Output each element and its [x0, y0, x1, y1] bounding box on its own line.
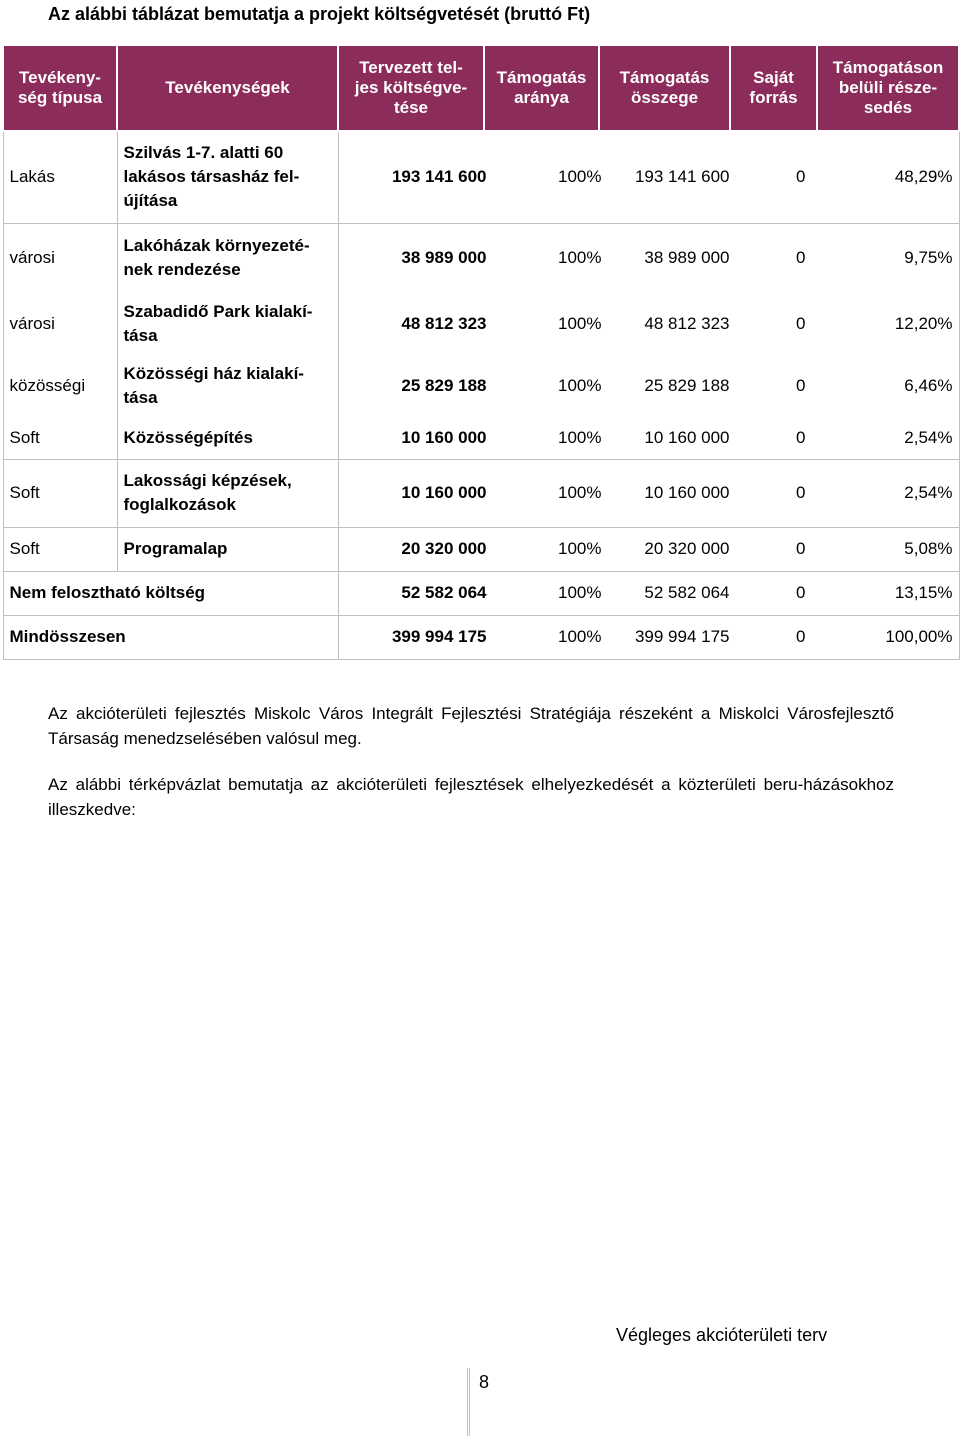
row-planned-total: 399 994 175	[391, 627, 487, 646]
row-own-source: 0	[796, 539, 806, 558]
row-values-cell	[338, 459, 959, 527]
row-type-cell	[3, 527, 117, 571]
row-activity: Lakossági képzések, foglalkozások	[123, 471, 292, 514]
header-support-amount	[599, 45, 730, 131]
row-activity: Szilvás 1-7. alatti 60 lakásos társasház fel-újítása	[123, 143, 300, 211]
header-own-source-text: Saját forrás	[749, 68, 798, 107]
row-activity-cell	[117, 459, 338, 527]
row-activity-cell	[117, 293, 338, 355]
row-label: Mindösszesen	[9, 627, 126, 646]
row-activity-cell	[117, 223, 338, 293]
row-planned-total: 20 320 000	[401, 539, 487, 558]
row-planned-total: 25 829 188	[401, 376, 487, 395]
table-row	[3, 615, 959, 659]
footer-document-title: Végleges akcióterületi terv	[616, 1325, 828, 1345]
row-activity: Közösségépítés	[123, 428, 253, 447]
header-activities-text: Tevékenységek	[165, 78, 290, 97]
row-support-ratio: 100%	[558, 248, 602, 267]
row-values-cell	[338, 417, 959, 459]
row-planned-total: 48 812 323	[401, 314, 487, 333]
row-support-amount: 399 994 175	[634, 627, 730, 646]
row-planned-total: 38 989 000	[401, 248, 487, 267]
row-own-source: 0	[796, 627, 806, 646]
header-share-text: Támogatáson belüli része- sedés	[832, 58, 944, 117]
row-share: 100,00%	[885, 627, 953, 646]
header-activity-type-text: Tevékeny- ség típusa	[17, 68, 103, 107]
row-type: Lakás	[9, 167, 55, 187]
row-activity-cell	[117, 417, 338, 459]
row-activity: Programalap	[123, 539, 228, 558]
row-own-source: 0	[796, 167, 806, 187]
row-type: Soft	[9, 539, 40, 558]
row-planned-total: 52 582 064	[401, 583, 487, 602]
paragraph-implementation: Az akcióterületi fejlesztés Miskolc Város Integrált Fejlesztési Stratégiája részeként a Miskolci Városfejlesztő Társaság menedzselésében valósul meg.	[48, 704, 894, 748]
row-own-source: 0	[796, 376, 806, 395]
row-support-ratio: 100%	[558, 539, 602, 558]
table-row	[3, 417, 959, 459]
row-values-cell	[338, 615, 959, 659]
table-row	[3, 571, 959, 615]
row-values-cell	[338, 527, 959, 571]
row-label: Nem felosztható költség	[9, 583, 206, 602]
row-support-ratio: 100%	[558, 583, 602, 602]
page-number-bar	[467, 1368, 471, 1436]
header-planned-total-text: Tervezett tel- jes költségve- tése	[354, 58, 468, 117]
row-share: 48,29%	[894, 167, 953, 187]
row-type: Soft	[9, 483, 40, 502]
row-support-ratio: 100%	[558, 627, 602, 646]
row-share: 13,15%	[894, 583, 953, 602]
budget-table	[2, 44, 960, 660]
header-support-ratio	[484, 45, 599, 131]
row-values-cell	[338, 131, 959, 223]
row-label-cell	[3, 615, 338, 659]
row-type-cell	[3, 355, 117, 417]
row-activity: Közösségi ház kialakí-tása	[123, 364, 304, 407]
table-row	[3, 223, 959, 293]
row-label-cell	[3, 571, 338, 615]
row-support-amount: 48 812 323	[644, 314, 730, 333]
row-activity-cell	[117, 131, 338, 223]
row-support-amount: 38 989 000	[644, 248, 730, 267]
row-values-cell	[338, 571, 959, 615]
row-activity: Szabadidő Park kialakí-tása	[123, 302, 313, 345]
row-own-source: 0	[796, 314, 806, 333]
header-own-source	[730, 45, 817, 131]
row-type: Soft	[9, 428, 40, 447]
row-type-cell	[3, 223, 117, 293]
row-own-source: 0	[796, 583, 806, 602]
row-values-cell	[338, 293, 959, 355]
page-heading: Az alábbi táblázat bemutatja a projekt költségvetését (bruttó Ft)	[48, 4, 591, 24]
row-share: 5,08%	[904, 539, 953, 558]
row-type: városi	[9, 314, 55, 333]
row-values-cell	[338, 223, 959, 293]
row-support-amount: 20 320 000	[644, 539, 730, 558]
row-support-amount: 10 160 000	[644, 428, 730, 447]
row-share: 6,46%	[904, 376, 953, 395]
row-values-cell	[338, 355, 959, 417]
row-planned-total: 193 141 600	[391, 167, 487, 187]
row-type-cell	[3, 293, 117, 355]
row-type: közösségi	[9, 376, 86, 395]
header-planned-total	[338, 45, 484, 131]
row-activity-cell	[117, 355, 338, 417]
table-row	[3, 131, 959, 223]
row-share: 12,20%	[894, 314, 953, 333]
row-activity-cell	[117, 527, 338, 571]
row-share: 9,75%	[904, 248, 953, 267]
table-row	[3, 355, 959, 417]
row-type-cell	[3, 131, 117, 223]
row-support-amount: 10 160 000	[644, 483, 730, 502]
row-own-source: 0	[796, 428, 806, 447]
table-header-row	[3, 45, 959, 131]
row-type: városi	[9, 248, 55, 267]
row-support-ratio: 100%	[558, 428, 602, 447]
table-row	[3, 293, 959, 355]
table-row	[3, 459, 959, 527]
header-share	[817, 45, 959, 131]
table-row	[3, 527, 959, 571]
row-support-amount: 193 141 600	[634, 167, 730, 187]
row-share: 2,54%	[904, 428, 953, 447]
row-support-ratio: 100%	[558, 376, 602, 395]
row-support-ratio: 100%	[558, 167, 602, 187]
header-activity-type	[3, 45, 117, 131]
row-support-amount: 25 829 188	[644, 376, 730, 395]
row-type-cell	[3, 459, 117, 527]
header-activities	[117, 45, 338, 131]
header-support-amount-text: Támogatás összege	[619, 68, 710, 107]
paragraph-map-intro: Az alábbi térképvázlat bemutatja az akcióterületi fejlesztések elhelyezkedését a közterületi beru-házásokhoz illeszkedve:	[48, 775, 894, 819]
header-support-ratio-text: Támogatás aránya	[496, 68, 587, 107]
row-share: 2,54%	[904, 483, 953, 502]
row-planned-total: 10 160 000	[401, 483, 487, 502]
row-planned-total: 10 160 000	[401, 428, 487, 447]
page-number: 8	[479, 1372, 490, 1392]
row-activity: Lakóházak környezeté-nek rendezése	[123, 236, 310, 279]
row-own-source: 0	[796, 248, 806, 267]
row-support-amount: 52 582 064	[644, 583, 730, 602]
row-support-ratio: 100%	[558, 314, 602, 333]
row-type-cell	[3, 417, 117, 459]
row-support-ratio: 100%	[558, 483, 602, 502]
row-own-source: 0	[796, 483, 806, 502]
